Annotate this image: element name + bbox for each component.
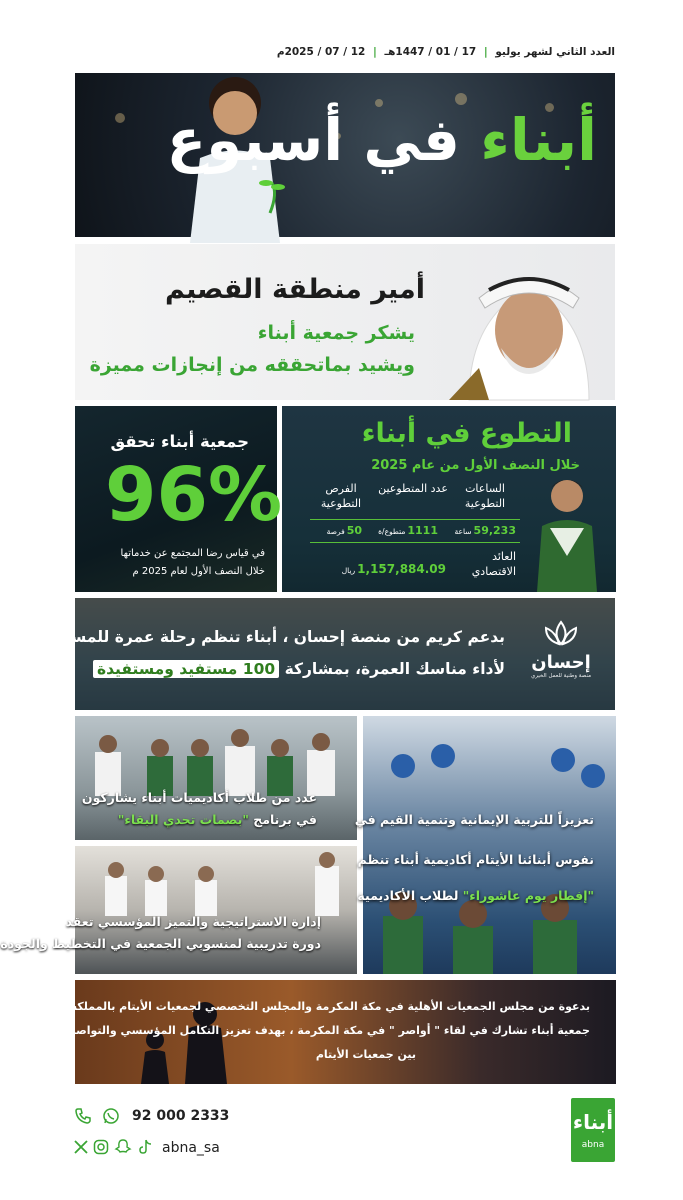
umrah-participants-highlight: 100 مستفيد ومستفيدة bbox=[93, 660, 279, 678]
stats-separator bbox=[310, 519, 520, 520]
umrah-trip-panel bbox=[18, 598, 615, 710]
awasir-line3: بين جمعيات الأيتام bbox=[315, 1048, 416, 1061]
emir-news-panel bbox=[75, 244, 615, 400]
stat-hours-value: 59,233ساعة bbox=[454, 524, 516, 537]
hero-title-week: في أسبوع bbox=[166, 106, 461, 174]
stat-volunteers-value: 1111متطوع/ة bbox=[378, 524, 438, 537]
awasir-line1: بدعوة من مجلس الجمعيات الأهلية في مكة المكرمة والمجلس التخصصي لجمعيات الأيتام بالمملكة bbox=[70, 1000, 590, 1013]
volunteer-child-illustration bbox=[522, 466, 612, 592]
gregorian-date: 12 / 07 / 2025م bbox=[276, 46, 366, 58]
volunteering-subtitle: خلال النصف الأول من عام 2025 bbox=[371, 458, 580, 473]
x-icon[interactable] bbox=[74, 1140, 88, 1154]
stat-opportunities-label: الفرص التطوعية bbox=[320, 482, 362, 510]
hero-banner bbox=[75, 73, 615, 237]
academy-challenge-line2: في برنامج "بصمات تحدي البقاء" bbox=[117, 812, 317, 827]
strategy-training-photo bbox=[0, 846, 357, 974]
awasir-line2: جمعية أبناء تشارك في لقاء " أواصر " في مكة المكرمة ، بهدف تعزيز التكامل المؤسسي والتواصل المهني bbox=[24, 1024, 590, 1037]
ihsan-name: إحسان bbox=[531, 652, 591, 673]
ashura-iftar-photo bbox=[354, 716, 616, 974]
satisfaction-panel bbox=[75, 406, 283, 592]
social-handle[interactable]: abna_sa bbox=[162, 1140, 220, 1156]
strategy-training-line1: إدارة الاستراتيجية والتميز المؤسسي تعقد bbox=[65, 914, 321, 929]
program-name-highlight: "بصمات تحدي البقاء" bbox=[117, 812, 249, 827]
phone-number[interactable]: 92 000 2333 bbox=[132, 1108, 230, 1124]
economic-separator bbox=[310, 542, 520, 543]
iftar-event-highlight: "إفطار يوم عاشوراء" bbox=[462, 888, 594, 903]
issue-label: العدد الثاني لشهر يوليو bbox=[495, 46, 615, 58]
abna-logo-english: abna bbox=[581, 1140, 605, 1150]
students-group-illustration bbox=[75, 716, 357, 796]
iftar-students-illustration bbox=[363, 716, 616, 974]
training-room-illustration bbox=[75, 846, 357, 916]
satisfaction-title: جمعية أبناء تحقق bbox=[110, 432, 249, 451]
ihsan-leaf-icon bbox=[544, 620, 578, 646]
academy-challenge-line1: عدد من طلاب أكاديميات أبناء يشاركون bbox=[81, 790, 317, 805]
stat-volunteers-label: عدد المتطوعين bbox=[378, 482, 448, 495]
volunteering-title: التطوع في أبناء bbox=[361, 418, 572, 449]
umrah-line1: بدعم كريم من منصة إحسان ، أبناء تنظم رحلة عمرة للمستفيدين bbox=[18, 628, 505, 646]
economic-return-label: العائد الاقتصادي bbox=[471, 550, 516, 578]
hero-title-abna: أبناء bbox=[480, 106, 597, 174]
satisfaction-percentage: 96% bbox=[105, 452, 283, 538]
ashura-iftar-line3: "إفطار يوم عاشوراء" لطلاب الأكاديمية bbox=[357, 888, 594, 903]
tiktok-icon[interactable] bbox=[137, 1139, 153, 1155]
awasir-meeting-panel bbox=[24, 980, 616, 1084]
ihsan-logo bbox=[529, 620, 593, 679]
ihsan-tagline: منصة وطنية للعمل الخيري bbox=[530, 673, 592, 679]
volunteering-panel bbox=[282, 406, 616, 592]
emir-subtitle-line2: ويشيد بماتحققه من إنجازات مميزة bbox=[89, 354, 415, 376]
satisfaction-desc-line2: خلال النصف الأول لعام 2025 م bbox=[132, 566, 265, 577]
abna-logo bbox=[571, 1098, 615, 1162]
umrah-line2: لأداء مناسك العمرة، بمشاركة 100 مستفيد ومستفيدة bbox=[93, 660, 505, 678]
stat-opportunities-value: 50فرصة bbox=[326, 524, 362, 537]
emir-subtitle-line1: يشكر جمعية أبناء bbox=[257, 322, 415, 344]
instagram-icon[interactable] bbox=[93, 1139, 109, 1155]
whatsapp-icon[interactable] bbox=[102, 1107, 120, 1125]
strategy-training-line2: دورة تدريبية لمنسوبي الجمعية في التخطيط والجودة bbox=[0, 936, 321, 951]
phone-icon[interactable] bbox=[74, 1107, 92, 1125]
emir-title: أمير منطقة القصيم bbox=[164, 274, 425, 305]
ashura-iftar-line1: تعزيزاً للتربية الإيمانية وتنمية القيم في bbox=[354, 812, 594, 827]
hijri-date: 17 / 01 / 1447هـ bbox=[384, 46, 477, 58]
hero-title bbox=[166, 106, 597, 174]
ashura-iftar-line2: نفوس أبنائنا الأيتام أكاديمية أبناء تنظم bbox=[357, 852, 594, 867]
issue-date-line: العدد الثاني لشهر يوليو | 17 / 01 / 1447هـ | 12 / 07 / 2025م bbox=[276, 46, 615, 58]
satisfaction-desc-line1: في قياس رضا المجتمع عن خدماتها bbox=[120, 548, 265, 559]
emir-portrait bbox=[449, 248, 609, 400]
economic-return-value: 1,157,884.09ريال bbox=[341, 562, 446, 576]
academy-challenge-photo bbox=[75, 716, 357, 840]
stat-hours-label: الساعات التطوعية bbox=[464, 482, 506, 510]
snapchat-icon[interactable] bbox=[115, 1139, 131, 1155]
abna-logo-arabic: أبناء bbox=[572, 1110, 614, 1134]
